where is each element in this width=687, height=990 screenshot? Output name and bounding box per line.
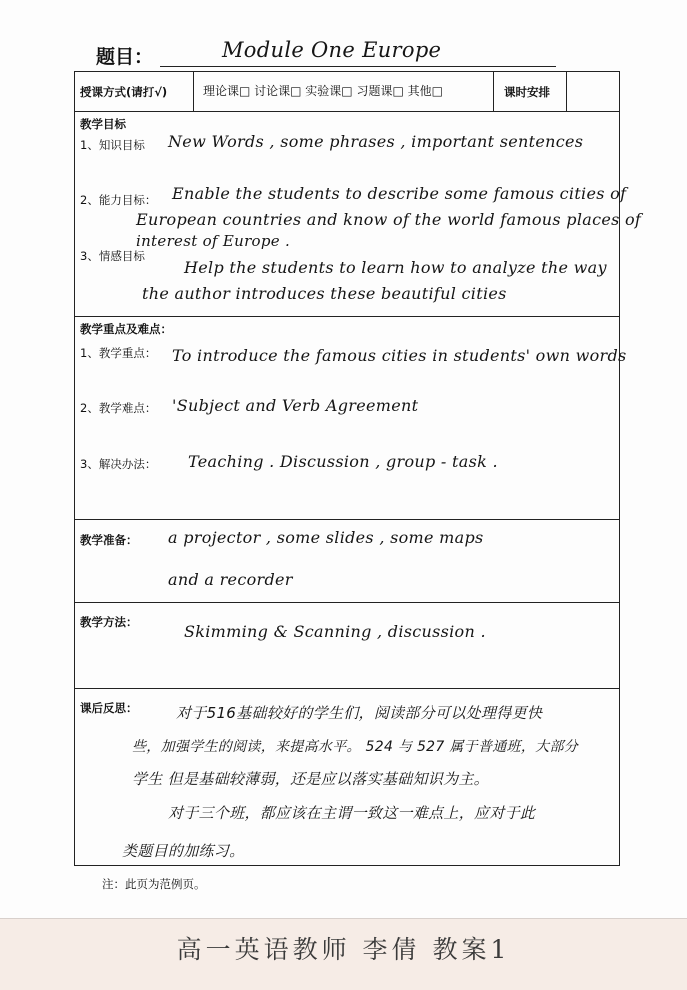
ability-value-1: Enable the students to describe some famous cities of xyxy=(172,184,627,203)
reflection-label: 课后反思： xyxy=(80,701,138,715)
knowledge-label: 1、知识目标 xyxy=(80,138,145,152)
difficult-label: 2、教学难点： xyxy=(80,401,157,415)
divider-keypoints xyxy=(74,519,620,520)
methods-label: 教学方法： xyxy=(80,615,138,629)
row1-divider-b xyxy=(493,71,494,111)
footer-note: 注：此页为范例页。 xyxy=(102,877,206,891)
reflection-line-1: 对于516基础较好的学生们，阅读部分可以处理得更快 xyxy=(176,704,543,722)
row1-divider-c xyxy=(566,71,567,111)
reflection-line-4: 对于三个班，都应该在主谓一致这一难点上，应对于此 xyxy=(168,804,536,822)
ability-value-2: European countries and know of the world famous places of xyxy=(136,210,642,229)
reflection-line-3: 学生 但是基础较薄弱，还是应以落实基础知识为主。 xyxy=(132,770,489,788)
topic-label: 题目： xyxy=(96,46,154,68)
row1-divider-a xyxy=(193,71,194,111)
reflection-line-5: 类题目的加练习。 xyxy=(122,842,245,860)
key-label: 1、教学重点： xyxy=(80,346,157,360)
difficult-value: 'Subject and Verb Agreement xyxy=(172,396,419,415)
key-value: To introduce the famous cities in students' own words xyxy=(172,346,627,365)
ability-value-3: interest of Europe . xyxy=(136,232,291,250)
solution-value: Teaching . Discussion , group - task . xyxy=(188,452,498,471)
method-label: 授课方式(请打√) xyxy=(80,85,168,99)
emotion-value-1: Help the students to learn how to analyze the way xyxy=(184,258,607,277)
methods-value: Skimming & Scanning , discussion . xyxy=(184,622,486,641)
divider-goals xyxy=(74,316,620,317)
topic-value: Module One Europe xyxy=(222,38,442,62)
preparation-value-2: and a recorder xyxy=(168,570,293,589)
preparation-label: 教学准备： xyxy=(80,533,138,547)
schedule-label: 课时安排 xyxy=(504,85,550,99)
ability-label: 2、能力目标： xyxy=(80,193,157,207)
goals-heading: 教学目标 xyxy=(80,117,126,131)
keypoints-heading: 教学重点及难点： xyxy=(80,322,172,336)
preparation-value-1: a projector , some slides , some maps xyxy=(168,528,484,547)
emotion-value-2: the author introduces these beautiful cities xyxy=(142,284,507,303)
solution-label: 3、解决办法： xyxy=(80,457,157,471)
emotion-label: 3、情感目标 xyxy=(80,249,145,263)
divider-row1 xyxy=(74,111,620,112)
page-caption: 高一英语教师 李倩 教案1 xyxy=(176,935,511,964)
method-options: 理论课□ 讨论课□ 实验课□ 习题课□ 其他□ xyxy=(203,84,443,98)
knowledge-value: New Words , some phrases , important sentences xyxy=(168,132,584,151)
divider-methods xyxy=(74,688,620,689)
reflection-line-2: 些，加强学生的阅读，来提高水平。 524 与 527 属于普通班，大部分 xyxy=(132,739,579,755)
divider-preparation xyxy=(74,602,620,603)
topic-underline xyxy=(160,66,556,67)
